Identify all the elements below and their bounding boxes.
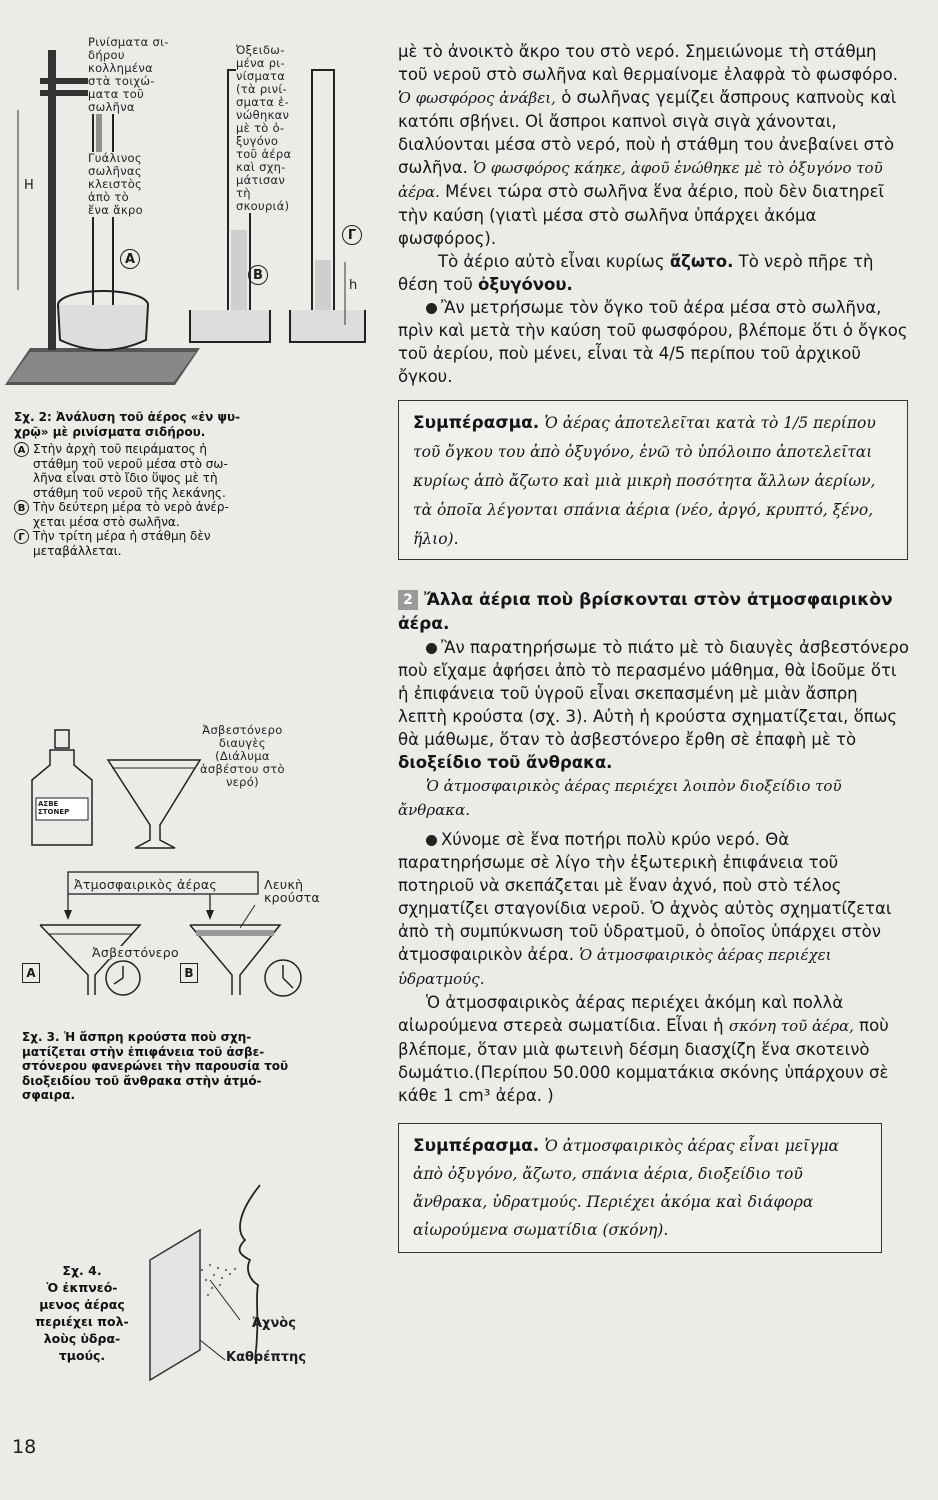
circle-mark-g: Γ bbox=[342, 225, 362, 245]
conclusion-2-heading: Συμπέρασμα. bbox=[413, 1136, 540, 1156]
conclusion-2-text: Ὁ ἀτμοσφαιρικὸς ἀέρας εἶναι μεῖγμα ἀπὸ ὀξυγόνο, ἄζωτο, σπάνια ἀέρια, διοξείδιο τοῦ ἄνθρακα, ὑδρατμούς. Περιέχει ἀκόμα καὶ διάφορα αἰωρούμενα σωματίδια (σκόνη). bbox=[413, 1137, 839, 1239]
conical-glass bbox=[108, 760, 200, 848]
p1c-text: Μένει τώρα στὸ σωλῆνα ἕνα ἀέριο, ποὺ δὲν διατηρεῖ τὴν καύση (γιατὶ μέσα στὸ σωλῆνα ὑπάρχει ἀκόμα φωσφόρος). bbox=[398, 182, 885, 248]
section-number: 2 bbox=[398, 590, 418, 610]
p4-bold-co2: διοξείδιο τοῦ ἄνθρακα. bbox=[398, 753, 613, 772]
p4-text: Ἂν παρατηρήσωμε τὸ πιάτο μὲ τὸ διαυγὲς ἀσβεστόνερο ποὺ εἴχαμε ἀφήσει ἀπὸ τὸ περασμένο μάθημα, θὰ ἰδοῦμε ὅτι ἡ ἐπιφάνεια τοῦ ὑγροῦ εἶναι σκεπασμένη μὲ μιὰν ἄσπρη λεπτὴ κρούστα (σχ. 3). Αὐτὴ ἡ κρούστα σχηματίζεται, ὅπως θὰ μάθωμε, ὅταν τὸ ἀσβεστόνερο ἔρθη σὲ ἐπαφὴ μὲ τὸ bbox=[398, 638, 909, 749]
caption-b: Τὴν δεύτερη μέρα τὸ νερὸ ἀνέρ- χεται μέσα στὸ σωλῆνα. bbox=[33, 500, 229, 529]
mark-glass-b: Β bbox=[180, 963, 198, 983]
label-white-crust: Λευκὴ κρούστα bbox=[264, 877, 320, 905]
p5-italic: Ὁ ἀτμοσφαιρικὸς ἀέρας περιέχει ὑδρατμούς. bbox=[398, 946, 832, 988]
p2-bold-oxygen: ὀξυγόνου. bbox=[478, 275, 573, 294]
p5-text: Χύνομε σὲ ἕνα ποτήρι πολὺ κρύο νερό. Θὰ παρατηρήσωμε σὲ λίγο τὴν ἐξωτερικὴ ἐπιφάνεια τοῦ ποτηριοῦ νὰ σκεπάζεται μὲ ἕναν ἀχνό, ποὺ στὸ τέλος σχηματίζει σταγονίδια νεροῦ. Ὁ ἀχνὸς αὐτὸς σχηματίζεται ἀπὸ τὴ συμπύκνωση τοῦ ὑδρατμοῦ, ὁ ὁποῖος ὑπάρχει στὸν ἀτμοσφαιρικὸν ἀέρα. bbox=[398, 830, 892, 964]
label-mirror: Καθρέπτης bbox=[226, 1350, 307, 1365]
label-glass-tube: Γυάλινος σωλῆνας κλειστὸς ἀπὸ τὸ ἕνα ἄκρο bbox=[88, 151, 143, 217]
conclusion-box-2 bbox=[398, 1123, 882, 1253]
p1-text: μὲ τὸ ἀνοικτὸ ἄκρο του στὸ νερό. Σημειώνομε τὴ στάθμη τοῦ νεροῦ στὸ σωλῆνα καὶ θερμαίνομε ἐλαφρὰ τὸ φωσφόρο. bbox=[398, 42, 898, 84]
caption-mark-a: Α bbox=[14, 442, 29, 457]
bottle-label: ΑΣΒΕ ΣΤΟΝΕΡ bbox=[38, 800, 70, 816]
paragraph-3 bbox=[398, 296, 910, 388]
label-atmospheric-air: Ἀτμοσφαιρικὸς ἀέρας bbox=[74, 877, 218, 892]
conclusion-1-text: Ὁ ἀέρας ἀποτελεῖται κατὰ τὸ 1/5 περίπου τοῦ ὄγκου του ἀπὸ ὀξυγόνο, ἐνῶ τὸ ὑπόλοιπο ἀποτελεῖται κυρίως ἀπὸ ἄζωτο καὶ μιὰ μικρὴ ποσότητα ἄλλων ἀερίων, τὰ ὁποῖα λέγονται σπάνια ἀέρια (νέο, ἀργό, κρυπτό, ξένο, ἥλιο). bbox=[413, 414, 876, 548]
label-filings: Ρινίσματα σι- δήρου κολλημένα στὰ τοιχώ- ματα τοῦ σωλῆνα bbox=[88, 35, 169, 114]
label-oxidized: Ὀξειδω- μένα ρι- νίσματα (τὰ ρινί- σματα ἑ- νώθηκαν μὲ τὸ ὀ- ξυγόνο τοῦ ἀέρα καὶ σχη- μάτισαν τὴ σκουριά) bbox=[236, 43, 292, 213]
mirror bbox=[150, 1230, 200, 1380]
mark-glass-a: Α bbox=[22, 963, 40, 983]
conclusion-box-1 bbox=[398, 400, 908, 560]
p6-italic: σκόνη τοῦ ἀέρα, bbox=[728, 1017, 854, 1035]
paragraph-1 bbox=[398, 40, 910, 250]
label-limewater: Ἀσβεστόνερο bbox=[92, 945, 179, 960]
page-number: 18 bbox=[12, 1436, 37, 1458]
mark-H: H bbox=[24, 178, 34, 193]
p2-bold-nitrogen: ἄζωτο. bbox=[669, 252, 734, 271]
p1b-text: ὁ σωλῆνας γεμίζει ἄσπρους καπνοὺς καὶ κατόπι σβήνει. Οἱ ἄσπροι καπνοὶ σιγὰ σιγὰ χάνονται, διαλύονται μέσα στὸ νερό, ποὺ ἡ στάθμη του ἀνεβαίνει στὸ σωλῆνα. bbox=[398, 88, 897, 177]
figure-3 bbox=[0, 720, 375, 1020]
caption-g: Τὴν τρίτη μέρα ἡ στάθμη δὲν μεταβάλλεται. bbox=[33, 529, 211, 558]
paragraph-6 bbox=[398, 991, 910, 1107]
p2a-text: Τὸ ἀέριο αὐτὸ εἶναι κυρίως bbox=[438, 252, 665, 271]
bullet-icon bbox=[426, 643, 437, 654]
paragraph-4 bbox=[398, 636, 910, 774]
circle-mark-a: Α bbox=[120, 249, 140, 269]
label-vapor: Ἀχνὸς bbox=[252, 1316, 296, 1331]
caption-title: Σχ. 2: Ἀνάλυση τοῦ ἀέρος «ἐν ψυ- χρῷ» μὲ ρινίσματα σιδήρου. bbox=[14, 410, 241, 439]
section-heading bbox=[398, 588, 910, 636]
figure-4-caption: Σχ. 4. Ὁ ἐκπνεό- μενος ἀέρας περιέχει πολ- λοὺς ὑδρα- τμούς. bbox=[35, 1263, 129, 1363]
face-profile bbox=[240, 1185, 260, 1360]
circle-mark-b: Β bbox=[248, 265, 268, 285]
bullet-icon bbox=[426, 303, 437, 314]
p3-text: Ἂν μετρήσωμε τὸν ὄγκο τοῦ ἀέρα μέσα στὸ σωλῆνα, πρὶν καὶ μετὰ τὴν καύση τοῦ φωσφόρου, βλέπομε ὅτι ὁ ὄγκος τοῦ ἀερίου, ποὺ μένει, εἶναι τὰ 4/5 περίπου τοῦ ἀρχικοῦ ὄγκου. bbox=[398, 298, 908, 386]
figure-2 bbox=[0, 30, 375, 400]
p1-italic: Ὁ φωσφόρος ἀνάβει, bbox=[398, 89, 556, 107]
glass-a bbox=[40, 925, 140, 995]
caption-mark-b: Β bbox=[14, 500, 29, 515]
paragraph-2 bbox=[398, 250, 910, 296]
figure-3-caption: Σχ. 3. Ἡ ἄσπρη κρούστα ποὺ σχη- ματίζεται στὴν ἐπιφάνεια τοῦ ἀσβε- στόνερου φανερώνει τὴν παρουσία τοῦ διοξειδίου τοῦ ἄνθρακα στὴν ἀτμό- σφαιρα. bbox=[22, 1030, 289, 1102]
p1-italic-2: Ὁ φωσφόρος κάηκε, ἀφοῦ ἑνώθηκε μὲ τὸ ὀξυγόνο τοῦ ἀέρα. bbox=[398, 159, 883, 201]
label-limewater-clear: Ἀσβεστόνερο διαυγὲς (Διάλυμα ἀσβέστου στὸ νερό) bbox=[200, 723, 285, 789]
mark-h: h bbox=[349, 278, 358, 293]
caption-mark-g: Γ bbox=[14, 529, 29, 544]
caption-a: Στὴν ἀρχὴ τοῦ πειράματος ἡ στάθμη τοῦ νεροῦ μέσα στὸ σω- λῆνα εἶναι στὸ ἴδιο ὕψος μὲ τὴ στάθμη τοῦ νεροῦ τῆς λεκάνης. bbox=[33, 442, 228, 500]
p2b-text: Τὸ νερὸ πῆρε τὴ θέση τοῦ bbox=[398, 252, 874, 294]
section-title: Ἄλλα ἀέρια ποὺ βρίσκονται στὸν ἀτμοσφαιρικὸν ἀέρα. bbox=[398, 590, 893, 634]
figure-2-caption bbox=[14, 410, 354, 558]
figure-2-drawing bbox=[0, 30, 375, 400]
paragraph-4-italic bbox=[398, 774, 910, 822]
p6b-text: ποὺ βλέπομε, ὅταν μιὰ φωτεινὴ δέσμη διασχίζη ἕνα σκοτεινὸ δωμάτιο.(Περίπου 50.000 κομματάκια σκόνης ὑπάρχουν σὲ κάθε 1 cm³ ἀέρα. ) bbox=[398, 1016, 889, 1105]
p4-italic: Ὁ ἀτμοσφαιρικὸς ἀέρας περιέχει λοιπὸν διοξείδιο τοῦ ἄνθρακα. bbox=[398, 777, 842, 819]
figure-4 bbox=[140, 1170, 370, 1390]
bullet-icon bbox=[426, 835, 437, 846]
right-column bbox=[398, 40, 910, 1253]
p6a-text: Ὁ ἀτμοσφαιρικὸς ἀέρας περιέχει ἀκόμη καὶ πολλὰ αἰωρούμενα στερεὰ σωματίδια. Εἶναι ἡ bbox=[398, 993, 844, 1035]
conclusion-1-heading: Συμπέρασμα. bbox=[413, 413, 540, 433]
paragraph-5 bbox=[398, 828, 910, 991]
